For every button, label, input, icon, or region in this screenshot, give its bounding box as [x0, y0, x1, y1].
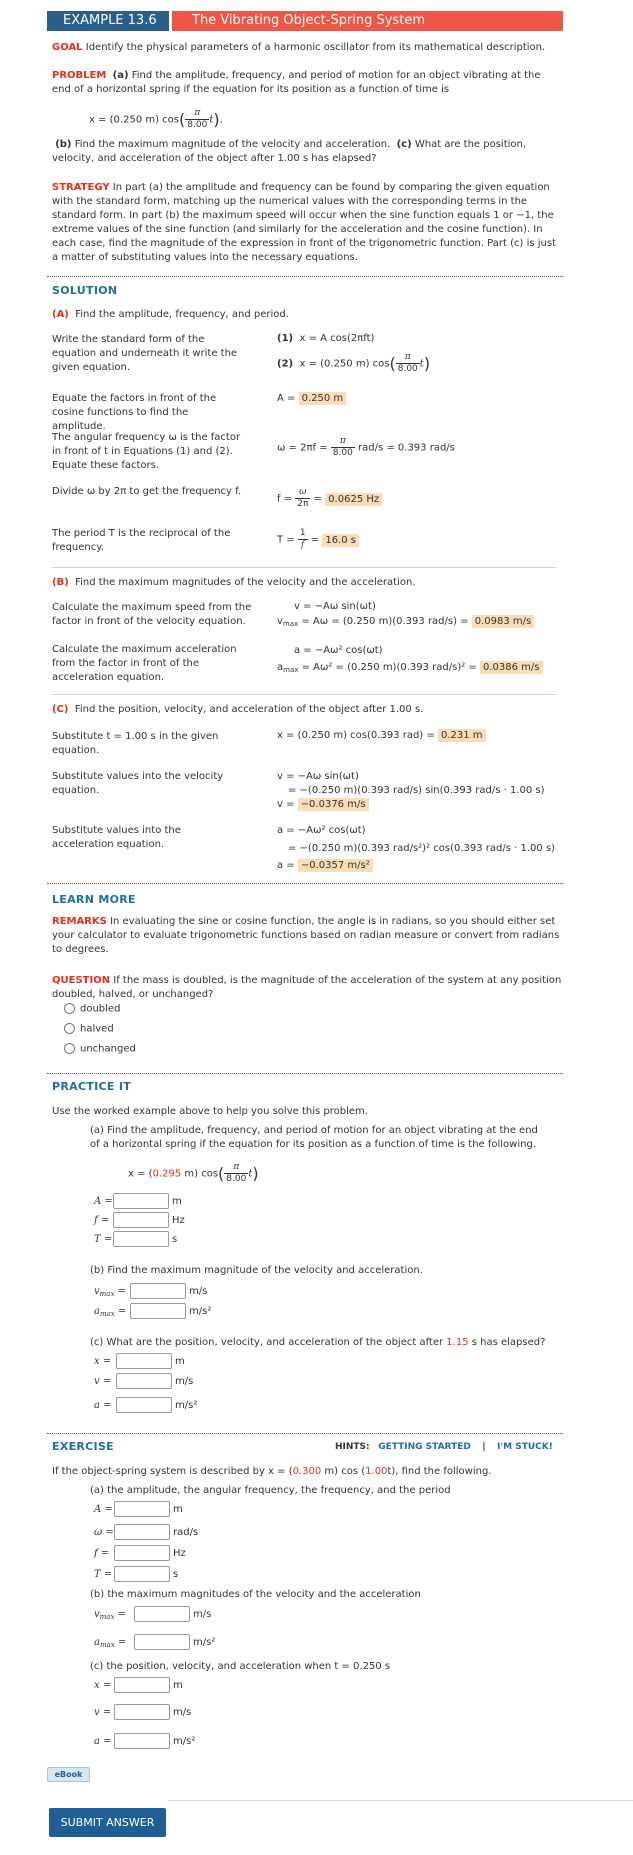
field-eq: =: [114, 1286, 126, 1297]
practice-eq-pre: x = (: [128, 1168, 153, 1180]
solution-a-step-2: Equate the factors in front of the cosine functions to find the amplitude.: [52, 393, 217, 432]
exercise-acceleration-row: [94, 1733, 195, 1749]
exercise-intro-post: t), find the following.: [387, 1466, 492, 1477]
omega-den: 8.00: [332, 448, 353, 458]
learn-more-heading: LEARN MORE: [52, 893, 136, 906]
problem-part-c-label: (c): [396, 139, 412, 150]
freq-frac-n: ω: [295, 487, 310, 499]
equation-1: [277, 333, 374, 344]
equation-2: (2) x = (0.250 m) cos( $\frac{\pi}{8.00}$ t): [277, 352, 431, 374]
solution-a-label: (A): [52, 309, 69, 320]
exercise-frequency-row: [94, 1545, 186, 1561]
practice-acceleration-row: [94, 1397, 197, 1413]
field-unit: rad/s: [173, 1527, 199, 1538]
problem-label: PROBLEM: [52, 70, 107, 81]
practice-intro: Use the worked example above to help you solve this problem.: [52, 1106, 368, 1117]
exercise-acceleration-input[interactable]: [114, 1733, 170, 1749]
practice-vmax-input[interactable]: [130, 1283, 186, 1299]
omega-lhs: ω = 2πf =: [277, 442, 328, 454]
field-label: f =: [94, 1215, 110, 1226]
period-frac-d: f: [301, 540, 305, 550]
practice-period-input[interactable]: [113, 1231, 169, 1247]
problem-paragraph: [52, 69, 562, 97]
field-eq: =: [114, 1609, 126, 1620]
field-unit: m/s²: [193, 1637, 216, 1648]
field-unit: m/s: [189, 1286, 208, 1297]
exercise-amax-input[interactable]: [134, 1634, 190, 1650]
problem-eq-lhs: x = (0.250 m) cos: [89, 114, 180, 126]
option-label: doubled: [80, 1003, 121, 1015]
exercise-part-b-text: (b) the maximum magnitudes of the velocity and the acceleration: [90, 1589, 421, 1600]
exercise-part-c-text: (c) the position, velocity, and acceleration when t = 0.250 s: [90, 1661, 391, 1672]
practice-heading: PRACTICE IT: [52, 1080, 132, 1093]
solution-part-c-header: [52, 704, 423, 715]
field-unit: s: [173, 1569, 179, 1580]
practice-eq-post: m) cos: [181, 1168, 219, 1180]
freq-lhs: f =: [277, 493, 293, 505]
goal-label: GOAL: [52, 42, 83, 53]
field-label: a: [94, 1306, 100, 1317]
hints-separator: |: [482, 1442, 486, 1452]
period-answer: 16.0 s: [322, 534, 359, 547]
divider: [47, 1433, 563, 1434]
practice-c-pre: (c) What are the position, velocity, and acceleration of the object after: [90, 1337, 447, 1348]
period-frac-n: 1: [299, 528, 306, 538]
problem-bc-paragraph: [52, 138, 562, 166]
vmax-eq: = Aω = (0.250 m)(0.393 rad/s) =: [301, 616, 469, 627]
exercise-position-input[interactable]: [114, 1677, 170, 1693]
practice-position-row: [94, 1353, 185, 1369]
option-unchanged[interactable]: [64, 1043, 136, 1055]
field-label: f =: [94, 1548, 110, 1559]
solution-c-step-2: Substitute values into the velocity equation.: [52, 771, 224, 796]
velocity-equation: v = −Aω sin(ωt): [294, 601, 376, 612]
period-lhs: T =: [277, 534, 295, 546]
exercise-vmax-row: [94, 1606, 211, 1622]
hints-label: HINTS:: [335, 1442, 370, 1452]
exercise-amplitude-row: [94, 1501, 183, 1517]
divider: [47, 1073, 563, 1074]
exercise-heading: EXERCISE: [52, 1440, 114, 1453]
problem-part-a-text: Find the amplitude, frequency, and period of motion for an object vibrating at the end of a horizontal spring if the equation for its position as a function of time is: [52, 70, 541, 95]
practice-acceleration-input[interactable]: [116, 1397, 172, 1413]
period-equation: [277, 528, 359, 551]
exercise-omega-row: [94, 1524, 198, 1540]
problem-part-b-label: (b): [55, 139, 72, 150]
practice-part-b-text: (b) Find the maximum magnitude of the velocity and acceleration.: [90, 1265, 423, 1276]
velocity-answer: −0.0376 m/s: [298, 798, 369, 811]
practice-eq-pi: π: [224, 1162, 248, 1174]
problem-part-a-label: (a): [112, 70, 129, 81]
practice-amax-input[interactable]: [130, 1303, 186, 1319]
v3-lhs: v =: [277, 799, 295, 810]
practice-period-row: [94, 1231, 177, 1247]
velocity-step-3: [277, 799, 369, 810]
field-unit: m: [173, 1680, 183, 1691]
remarks-paragraph: [52, 915, 562, 957]
eq2-pi: π: [396, 352, 420, 364]
field-unit: m/s²: [175, 1400, 198, 1411]
amax-answer: 0.0386 m/s: [480, 661, 543, 674]
solution-a-step-1: Write the standard form of the equation and underneath it write the given equation.: [52, 334, 238, 373]
practice-c-time: 1.15: [446, 1337, 469, 1348]
example-number: EXAMPLE 13.6: [47, 11, 169, 31]
frequency-equation: [277, 487, 382, 510]
remarks-text: In evaluating the sine or cosine function, the angle is in radians, so you should either set your calculator to evaluate trigonometric functions based on radian measure or convert from radians to degrees.: [52, 916, 560, 955]
problem-eq-t: t: [209, 114, 214, 126]
omega-pi: π: [331, 436, 355, 448]
field-label: A =: [94, 1504, 113, 1515]
freq-frac-d: 2π: [297, 499, 309, 509]
amp-lhs: A =: [277, 393, 296, 404]
practice-velocity-input[interactable]: [116, 1373, 172, 1389]
field-label: a =: [94, 1400, 112, 1411]
field-label: x =: [94, 1680, 112, 1691]
exercise-vmax-input[interactable]: [134, 1606, 190, 1622]
solution-part-b-header: [52, 577, 415, 588]
field-label: v: [94, 1286, 100, 1297]
example-title: The Vibrating Object-Spring System: [172, 11, 563, 31]
option-halved[interactable]: [64, 1023, 114, 1035]
field-unit: m/s: [175, 1376, 194, 1387]
problem-eq-pi: π: [185, 108, 209, 120]
field-eq: =: [114, 1637, 127, 1648]
position-answer: 0.231 m: [438, 729, 486, 742]
radio-button[interactable]: [64, 1003, 75, 1014]
exercise-amplitude-value: 0.300: [292, 1466, 322, 1477]
amax-lhs: a: [277, 662, 284, 673]
field-unit: m/s: [173, 1707, 192, 1718]
acceleration-step-1: a = −Aω² cos(ωt): [277, 825, 366, 836]
hints-bar: [335, 1442, 553, 1452]
exercise-position-row: [94, 1677, 183, 1693]
amax-equation: [277, 662, 543, 674]
exercise-period-row: [94, 1566, 178, 1582]
field-unit: s: [172, 1234, 178, 1245]
field-label: A =: [94, 1196, 113, 1207]
field-unit: m: [175, 1356, 185, 1367]
exercise-velocity-row: [94, 1704, 191, 1720]
field-sub: max: [99, 1641, 115, 1649]
field-label: x =: [94, 1356, 112, 1367]
field-label: ω =: [94, 1527, 114, 1538]
frequency-answer: 0.0625 Hz: [325, 493, 382, 506]
vmax-equation: [277, 616, 534, 628]
acceleration-equation: a = −Aω² cos(ωt): [294, 645, 383, 656]
solution-a-step-5: The period T is the reciprocal of the frequency.: [52, 528, 231, 553]
field-label: v =: [94, 1707, 112, 1718]
hint-getting-started-link[interactable]: GETTING STARTED: [378, 1442, 471, 1452]
acceleration-step-3: [277, 860, 373, 871]
remarks-label: REMARKS: [52, 916, 107, 927]
acceleration-answer: −0.0357 m/s²: [298, 859, 373, 872]
practice-equation: x = (0.295 m) cos( $\frac{\pi}{8.00}$ t): [128, 1162, 259, 1184]
solution-b-text: Find the maximum magnitudes of the velocity and the acceleration.: [75, 577, 416, 588]
solution-b-step-2: Calculate the maximum acceleration from the factor in front of the acceleration equation.: [52, 644, 237, 683]
practice-part-c-text: [90, 1337, 545, 1348]
x-eq: x = (0.250 m) cos(0.393 rad) =: [277, 730, 435, 741]
position-equation: [277, 730, 486, 741]
field-unit: m/s²: [189, 1306, 212, 1317]
divider: [52, 694, 556, 695]
exercise-amplitude-input[interactable]: [114, 1501, 170, 1517]
strategy-label: STRATEGY: [52, 182, 110, 193]
exercise-intro-mid: m) cos (: [321, 1466, 366, 1477]
option-label: unchanged: [80, 1043, 136, 1055]
goal-text: Identify the physical parameters of a harmonic oscillator from its mathematical description.: [85, 42, 546, 53]
divider: [47, 276, 563, 277]
exercise-amax-row: [94, 1634, 215, 1650]
field-label: a =: [94, 1736, 112, 1747]
exercise-part-a-text: (a) the amplitude, the angular frequency, the frequency, and the period: [90, 1485, 451, 1496]
problem-part-b-text: Find the maximum magnitude of the velocity and acceleration.: [74, 139, 391, 150]
amplitude-answer: 0.250 m: [299, 392, 347, 405]
eq1-text: x = A cos(2πft): [299, 333, 375, 344]
problem-equation: x = (0.250 m) cos( $\frac{\pi}{8.00}$ t).: [89, 108, 223, 130]
amplitude-equation: [277, 393, 346, 404]
eq2-num: (2): [277, 358, 294, 370]
practice-vmax-row: [94, 1283, 207, 1299]
solution-b-label: (B): [52, 577, 69, 588]
solution-b-step-1: Calculate the maximum speed from the factor in front of the velocity equation.: [52, 602, 252, 627]
hint-im-stuck-link[interactable]: I'M STUCK!: [497, 1442, 553, 1452]
field-unit: m/s²: [173, 1736, 196, 1747]
solution-c-text: Find the position, velocity, and acceleration of the object after 1.00 s.: [74, 704, 424, 715]
option-doubled[interactable]: [64, 1003, 120, 1015]
field-sub: max: [99, 1613, 115, 1621]
velocity-step-2: = −(0.250 m)(0.393 rad/s) sin(0.393 rad/s · 1.00 s): [288, 785, 545, 796]
exercise-velocity-input[interactable]: [114, 1704, 170, 1720]
vmax-sub: max: [282, 620, 299, 628]
question-text: If the mass is doubled, is the magnitude of the acceleration of the system at any position doubled, halved, or unchanged?: [52, 975, 562, 1000]
field-unit: m: [173, 1504, 183, 1515]
strategy-paragraph: [52, 181, 562, 265]
velocity-step-1: v = −Aω sin(ωt): [277, 771, 359, 782]
vmax-lhs: v: [277, 616, 283, 627]
field-unit: m/s: [193, 1609, 212, 1620]
field-unit: Hz: [173, 1548, 186, 1559]
solution-a-text: Find the amplitude, frequency, and period.: [75, 309, 289, 320]
goal-paragraph: [52, 41, 562, 55]
question-paragraph: [52, 974, 562, 1002]
acc3-lhs: a =: [277, 860, 295, 871]
field-unit: m: [172, 1196, 182, 1207]
field-sub: max: [99, 1310, 115, 1318]
practice-frequency-row: [94, 1212, 185, 1228]
strategy-text: In part (a) the amplitude and frequency can be found by comparing the given equation with the standard form, matching up the numerical values with the corresponding terms in the standard form. In part (b) the maximum speed will occur when the sine function equals 1 or −1, the extreme values of the sine function (and similarly for the acceleration and the cosine function). In each case, find the magnitude of the expression in front of the trigonometric function. Part (c) is just a matter of substituting values into the necessary equations.: [52, 182, 556, 263]
field-eq: =: [114, 1306, 127, 1317]
solution-c-label: (C): [52, 704, 69, 715]
field-label: T =: [94, 1569, 113, 1580]
freq-eq: =: [313, 493, 322, 505]
field-sub: max: [99, 1290, 115, 1298]
omega-rhs: rad/s = 0.393 rad/s: [358, 442, 455, 454]
field-label: T =: [94, 1234, 113, 1245]
field-label: a: [94, 1637, 100, 1648]
footer-divider: [168, 1800, 633, 1801]
practice-frequency-input[interactable]: [113, 1212, 169, 1228]
radio-button[interactable]: [64, 1043, 75, 1054]
exercise-omega-value: 1.00: [365, 1466, 388, 1477]
ebook-button[interactable]: eBook: [47, 1767, 90, 1782]
solution-heading: SOLUTION: [52, 284, 118, 297]
exercise-period-input[interactable]: [114, 1566, 170, 1582]
amax-sub: max: [283, 666, 299, 674]
practice-eq-amplitude: 0.295: [152, 1168, 182, 1180]
eq2-den: 8.00: [397, 364, 418, 374]
field-label: v =: [94, 1376, 112, 1387]
solution-part-a-header: [52, 309, 289, 320]
solution-a-step-4: Divide ω by 2π to get the frequency f.: [52, 486, 242, 497]
exercise-frequency-input[interactable]: [114, 1545, 170, 1561]
solution-c-step-1: Substitute t = 1.00 s in the given equation.: [52, 731, 219, 756]
vmax-answer: 0.0983 m/s: [472, 615, 535, 628]
practice-amplitude-input[interactable]: [113, 1193, 169, 1209]
exercise-intro-pre: If the object-spring system is described by x = (: [52, 1466, 293, 1477]
eq1-num: (1): [277, 333, 294, 344]
example-header: [47, 11, 563, 31]
exercise-omega-input[interactable]: [114, 1524, 170, 1540]
solution-c-step-3: Substitute values into the acceleration equation.: [52, 825, 181, 850]
practice-part-a-text: (a) Find the amplitude, frequency, and period of motion for an object vibrating at the end of a horizontal spring if the equation for its position as a function of time is the following.: [90, 1125, 538, 1150]
exercise-intro: [52, 1466, 492, 1477]
practice-position-input[interactable]: [116, 1353, 172, 1369]
practice-c-post: s has elapsed?: [468, 1337, 546, 1348]
omega-equation: [277, 436, 455, 459]
eq2-text: x = (0.250 m) cos: [299, 358, 390, 370]
practice-eq-t: t: [248, 1168, 253, 1180]
eq2-t: t: [419, 358, 424, 370]
practice-amax-row: [94, 1303, 211, 1319]
acceleration-step-2: = −(0.250 m)(0.393 rad/s²)² cos(0.393 rad/s · 1.00 s): [288, 843, 556, 854]
practice-velocity-row: [94, 1373, 193, 1389]
question-label: QUESTION: [52, 975, 111, 986]
field-label: v: [94, 1609, 100, 1620]
period-eq: =: [310, 534, 320, 546]
divider: [52, 567, 556, 568]
problem-part-c-text: What are the position, velocity, and acceleration of the object after 1.00 s has elapsed?: [52, 139, 527, 164]
practice-eq-den: 8.00: [226, 1174, 247, 1184]
divider: [47, 883, 563, 884]
amax-eq: = Aω² = (0.250 m)(0.393 rad/s)² =: [301, 662, 477, 673]
practice-amplitude-row: [94, 1193, 182, 1209]
field-unit: Hz: [172, 1215, 185, 1226]
problem-eq-den: 8.00: [187, 120, 208, 130]
option-label: halved: [80, 1023, 114, 1035]
solution-a-step-3: The angular frequency ω is the factor in front of t in Equations (1) and (2). Equate these factors.: [52, 432, 241, 471]
radio-button[interactable]: [64, 1023, 75, 1034]
submit-answer-button[interactable]: SUBMIT ANSWER: [49, 1808, 166, 1837]
